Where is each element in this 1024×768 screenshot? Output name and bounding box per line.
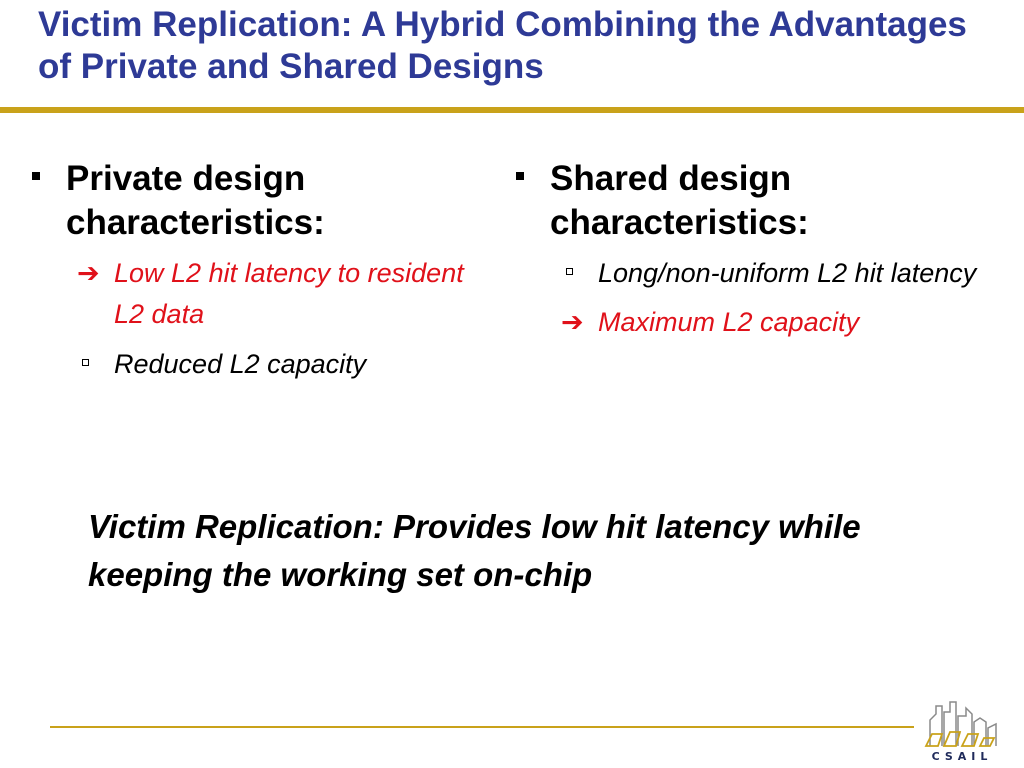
private-item-reduced-capacity: [32, 344, 472, 386]
shared-item-max-capacity-text: Maximum L2 capacity: [598, 307, 860, 338]
shared-design-heading-text: Shared design characteristics:: [550, 159, 809, 242]
private-design-heading: [32, 157, 472, 245]
slide-title: Victim Replication: A Hybrid Combining the Advantages of Private and Shared Designs: [38, 5, 967, 86]
private-design-column: [32, 157, 472, 385]
private-design-heading-text: Private design characteristics:: [66, 159, 325, 242]
shared-design-heading: [516, 157, 986, 245]
hollow-square-bullet-icon: [82, 359, 89, 366]
hollow-square-bullet-icon: [566, 268, 573, 275]
shared-design-column: [516, 157, 986, 344]
shared-item-max-capacity: [516, 302, 986, 344]
csail-buildings-icon: [920, 698, 1004, 750]
csail-logo-text: CSAIL: [931, 750, 993, 763]
arrow-bullet-icon: ➔: [561, 307, 584, 338]
csail-logo: [920, 698, 1004, 766]
private-item-reduced-capacity-text: Reduced L2 capacity: [114, 348, 367, 379]
summary-statement: Victim Replication: Provides low hit latency while keeping the working set on-chip: [88, 508, 861, 593]
private-item-low-latency-text: Low L2 hit latency to resident L2 data: [114, 257, 464, 330]
title-divider: [0, 107, 1024, 113]
footer-divider: [50, 726, 914, 728]
private-item-low-latency: [32, 253, 472, 336]
arrow-bullet-icon: ➔: [77, 257, 100, 288]
shared-item-long-latency: [516, 253, 986, 295]
shared-item-long-latency-text: Long/non-uniform L2 hit latency: [598, 257, 977, 288]
square-bullet-icon: [516, 172, 524, 180]
square-bullet-icon: [32, 172, 40, 180]
